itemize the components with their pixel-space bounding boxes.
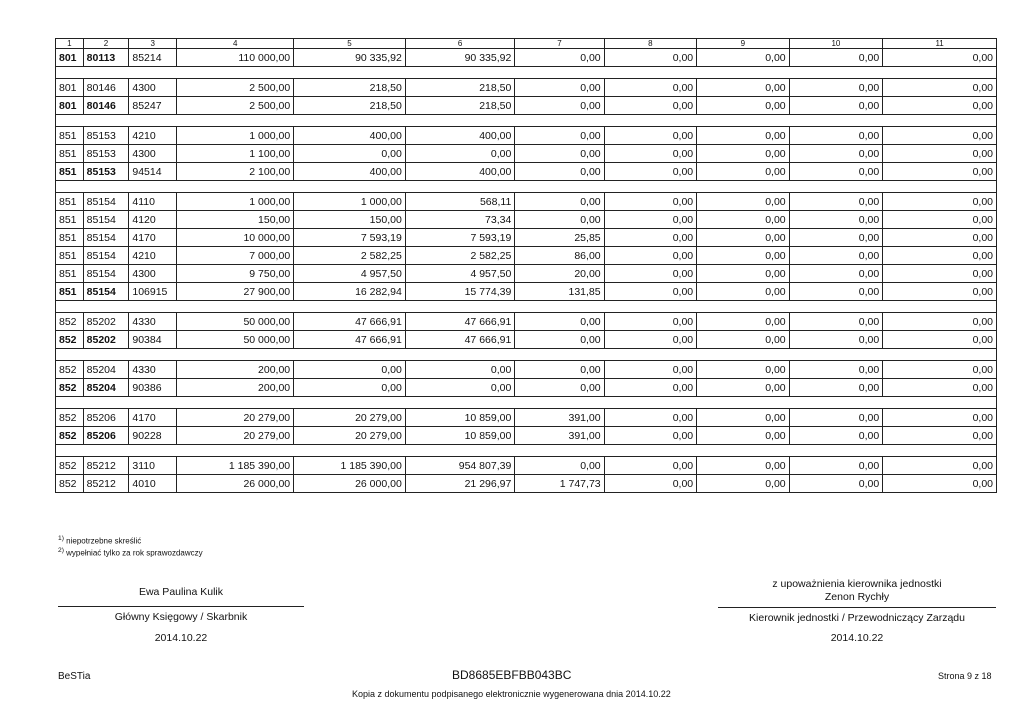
table-cell: 0,00 [883, 97, 997, 115]
table-cell: 1 185 390,00 [294, 457, 406, 475]
table-cell: 218,50 [294, 97, 406, 115]
table-cell: 0,00 [789, 145, 883, 163]
table-cell: 2 500,00 [177, 79, 294, 97]
head-of-unit-date: 2014.10.22 [830, 632, 884, 644]
table-cell: 150,00 [177, 211, 294, 229]
column-header: 7 [515, 39, 604, 49]
table-cell: 47 666,91 [405, 331, 515, 349]
footnote-1-text: niepotrzebne skreślić [66, 536, 142, 546]
table-cell: 73,34 [405, 211, 515, 229]
table-cell: 85154 [83, 247, 129, 265]
table-cell: 0,00 [789, 313, 883, 331]
table-cell: 0,00 [883, 313, 997, 331]
table-cell: 85204 [83, 379, 129, 397]
column-header: 3 [129, 39, 177, 49]
group-separator [56, 181, 997, 193]
table-cell: 7 593,19 [405, 229, 515, 247]
table-row [56, 265, 997, 283]
table-cell: 0,00 [883, 163, 997, 181]
signature-line-left [58, 606, 304, 607]
column-header: 10 [789, 39, 883, 49]
table-cell: 0,00 [697, 283, 790, 301]
table-cell: 400,00 [405, 127, 515, 145]
table-cell: 90386 [129, 379, 177, 397]
table-cell: 852 [56, 427, 84, 445]
table-cell: 20 279,00 [294, 427, 406, 445]
table-cell: 0,00 [604, 379, 697, 397]
column-header: 11 [883, 39, 997, 49]
table-cell: 801 [56, 79, 84, 97]
table-cell: 0,00 [697, 409, 790, 427]
table-cell: 0,00 [697, 79, 790, 97]
table-cell: 4 957,50 [294, 265, 406, 283]
table-cell: 852 [56, 409, 84, 427]
table-cell: 85247 [129, 97, 177, 115]
head-of-unit-role: Kierownik jednostki / Przewodniczący Zarządu [749, 612, 965, 624]
group-separator [56, 301, 997, 313]
table-cell: 391,00 [515, 427, 604, 445]
table-cell: 0,00 [604, 457, 697, 475]
copy-note: Kopia z dokumentu podpisanego elektronicznie wygenerowana dnia 2014.10.22 [352, 689, 671, 699]
subtotal-row [56, 427, 997, 445]
subtotal-row [56, 331, 997, 349]
table-cell: 0,00 [789, 193, 883, 211]
table-cell: 851 [56, 211, 84, 229]
separator-cell [56, 115, 997, 127]
table-cell: 0,00 [883, 361, 997, 379]
table-cell: 4120 [129, 211, 177, 229]
table-cell: 4170 [129, 229, 177, 247]
table-cell: 0,00 [604, 361, 697, 379]
table-cell: 0,00 [604, 145, 697, 163]
table-cell: 218,50 [294, 79, 406, 97]
chief-accountant-date: 2014.10.22 [154, 632, 208, 644]
table-cell: 10 859,00 [405, 427, 515, 445]
table-cell: 0,00 [697, 457, 790, 475]
table-cell: 47 666,91 [294, 313, 406, 331]
table-cell: 4300 [129, 145, 177, 163]
table-cell: 0,00 [789, 127, 883, 145]
table-cell: 0,00 [515, 127, 604, 145]
table-cell: 0,00 [697, 475, 790, 493]
column-header: 8 [604, 39, 697, 49]
table-cell: 21 296,97 [405, 475, 515, 493]
table-cell: 0,00 [515, 331, 604, 349]
table-row [56, 79, 997, 97]
chief-accountant-role: Główny Księgowy / Skarbnik [114, 611, 248, 623]
table-cell: 4010 [129, 475, 177, 493]
table-cell: 0,00 [294, 361, 406, 379]
table-cell: 0,00 [883, 79, 997, 97]
table-cell: 568,11 [405, 193, 515, 211]
table-cell: 90 335,92 [294, 49, 406, 67]
subtotal-row [56, 283, 997, 301]
group-separator [56, 67, 997, 79]
separator-cell [56, 301, 997, 313]
column-header: 1 [56, 39, 84, 49]
table-cell: 0,00 [697, 49, 790, 67]
table-cell: 85206 [83, 409, 129, 427]
table-cell: 1 000,00 [177, 193, 294, 211]
table-row [56, 475, 997, 493]
table-cell: 0,00 [883, 379, 997, 397]
table-cell: 50 000,00 [177, 313, 294, 331]
table-cell: 85212 [83, 457, 129, 475]
table-cell: 80146 [83, 97, 129, 115]
separator-cell [56, 181, 997, 193]
table-row [56, 211, 997, 229]
table-cell: 391,00 [515, 409, 604, 427]
table-cell: 106915 [129, 283, 177, 301]
table-cell: 0,00 [515, 211, 604, 229]
table-cell: 1 185 390,00 [177, 457, 294, 475]
table-cell: 86,00 [515, 247, 604, 265]
authority-note: z upoważnienia kierownika jednostki [772, 578, 942, 590]
column-header: 9 [697, 39, 790, 49]
table-cell: 0,00 [604, 475, 697, 493]
table-cell: 801 [56, 49, 84, 67]
table-cell: 85153 [83, 163, 129, 181]
subtotal-row [56, 379, 997, 397]
table-cell: 0,00 [697, 97, 790, 115]
table-cell: 0,00 [697, 379, 790, 397]
header-row [56, 39, 997, 49]
table-cell: 26 000,00 [294, 475, 406, 493]
table-cell: 0,00 [883, 331, 997, 349]
table-row [56, 361, 997, 379]
table-cell: 0,00 [697, 361, 790, 379]
table-cell: 4210 [129, 127, 177, 145]
table-cell: 0,00 [697, 145, 790, 163]
table-cell: 0,00 [789, 457, 883, 475]
table-cell: 1 000,00 [294, 193, 406, 211]
table-cell: 0,00 [515, 163, 604, 181]
separator-cell [56, 349, 997, 361]
table-cell: 851 [56, 193, 84, 211]
table-cell: 0,00 [883, 145, 997, 163]
table-cell: 400,00 [405, 163, 515, 181]
table-cell: 1 000,00 [177, 127, 294, 145]
table-cell: 85206 [83, 427, 129, 445]
table-cell: 0,00 [789, 379, 883, 397]
table-cell: 0,00 [405, 361, 515, 379]
table-cell: 0,00 [697, 193, 790, 211]
table-cell: 851 [56, 163, 84, 181]
head-of-unit-name: Zenon Rychły [824, 591, 890, 603]
table-cell: 0,00 [789, 247, 883, 265]
table-cell: 0,00 [883, 427, 997, 445]
table-cell: 85202 [83, 313, 129, 331]
table-cell: 852 [56, 379, 84, 397]
table-cell: 200,00 [177, 379, 294, 397]
table-cell: 0,00 [604, 229, 697, 247]
table-row [56, 229, 997, 247]
table-cell: 0,00 [789, 331, 883, 349]
table-cell: 0,00 [515, 193, 604, 211]
table-cell: 0,00 [697, 331, 790, 349]
group-separator [56, 445, 997, 457]
table-cell: 80146 [83, 79, 129, 97]
table-cell: 0,00 [515, 79, 604, 97]
table-cell: 0,00 [883, 229, 997, 247]
table-cell: 85154 [83, 283, 129, 301]
table-row [56, 457, 997, 475]
table-cell: 400,00 [294, 127, 406, 145]
table-cell: 80113 [83, 49, 129, 67]
column-header: 4 [177, 39, 294, 49]
table-cell: 4330 [129, 361, 177, 379]
table-cell: 85212 [83, 475, 129, 493]
table-cell: 2 582,25 [294, 247, 406, 265]
table-cell: 0,00 [789, 475, 883, 493]
table-cell: 85154 [83, 265, 129, 283]
table-cell: 0,00 [789, 409, 883, 427]
table-cell: 0,00 [697, 247, 790, 265]
table-cell: 0,00 [604, 163, 697, 181]
ledger-table [55, 38, 997, 493]
signature-line-right [718, 607, 996, 608]
table-row [56, 127, 997, 145]
ledger-body [56, 39, 997, 493]
table-cell: 0,00 [604, 127, 697, 145]
table-cell: 7 000,00 [177, 247, 294, 265]
table-cell: 0,00 [604, 313, 697, 331]
table-cell: 0,00 [883, 193, 997, 211]
table-cell: 15 774,39 [405, 283, 515, 301]
table-row [56, 247, 997, 265]
table-cell: 0,00 [515, 457, 604, 475]
table-cell: 851 [56, 229, 84, 247]
table-cell: 94514 [129, 163, 177, 181]
table-cell: 4330 [129, 313, 177, 331]
table-cell: 10 000,00 [177, 229, 294, 247]
table-cell: 0,00 [789, 79, 883, 97]
table-cell: 0,00 [883, 283, 997, 301]
table-cell: 90228 [129, 427, 177, 445]
table-cell: 0,00 [789, 265, 883, 283]
table-cell: 0,00 [294, 145, 406, 163]
table-cell: 85153 [83, 145, 129, 163]
table-cell: 200,00 [177, 361, 294, 379]
table-cell: 218,50 [405, 97, 515, 115]
table-cell: 2 500,00 [177, 97, 294, 115]
table-cell: 85204 [83, 361, 129, 379]
table-cell: 90 335,92 [405, 49, 515, 67]
table-cell: 10 859,00 [405, 409, 515, 427]
table-cell: 131,85 [515, 283, 604, 301]
table-cell: 0,00 [405, 379, 515, 397]
table-cell: 85202 [83, 331, 129, 349]
table-cell: 4170 [129, 409, 177, 427]
table-cell: 1 747,73 [515, 475, 604, 493]
subtotal-row [56, 163, 997, 181]
table-cell: 0,00 [697, 265, 790, 283]
table-cell: 0,00 [515, 145, 604, 163]
table-cell: 851 [56, 247, 84, 265]
table-cell: 16 282,94 [294, 283, 406, 301]
footnote-2 [58, 547, 203, 558]
table-cell: 0,00 [515, 379, 604, 397]
column-header: 5 [294, 39, 406, 49]
table-cell: 2 100,00 [177, 163, 294, 181]
table-cell: 9 750,00 [177, 265, 294, 283]
table-cell: 4300 [129, 265, 177, 283]
table-cell: 0,00 [789, 229, 883, 247]
table-cell: 218,50 [405, 79, 515, 97]
table-row [56, 409, 997, 427]
footnote-2-text: wypełniać tylko za rok sprawozdawczy [66, 548, 203, 558]
table-cell: 47 666,91 [294, 331, 406, 349]
table-cell: 0,00 [697, 313, 790, 331]
table-cell: 0,00 [883, 247, 997, 265]
footnote-1-mark: 1) [58, 535, 64, 542]
table-cell: 852 [56, 361, 84, 379]
page-number: Strona 9 z 18 [938, 671, 992, 681]
table-cell: 85154 [83, 229, 129, 247]
table-cell: 851 [56, 145, 84, 163]
table-cell: 851 [56, 265, 84, 283]
table-cell: 2 582,25 [405, 247, 515, 265]
table-cell: 0,00 [697, 163, 790, 181]
column-header: 2 [83, 39, 129, 49]
table-cell: 0,00 [697, 127, 790, 145]
table-cell: 85154 [83, 211, 129, 229]
table-cell: 0,00 [789, 163, 883, 181]
table-cell: 85154 [83, 193, 129, 211]
table-cell: 0,00 [294, 379, 406, 397]
table-cell: 85153 [83, 127, 129, 145]
table-cell: 27 900,00 [177, 283, 294, 301]
document-code: BD8685EBFBB043BC [452, 668, 572, 682]
table-cell: 0,00 [883, 127, 997, 145]
table-cell: 0,00 [883, 49, 997, 67]
table-cell: 0,00 [515, 361, 604, 379]
table-cell: 852 [56, 313, 84, 331]
table-row [56, 193, 997, 211]
table-cell: 0,00 [604, 331, 697, 349]
table-cell: 801 [56, 97, 84, 115]
table-cell: 0,00 [883, 457, 997, 475]
table-cell: 0,00 [883, 265, 997, 283]
table-cell: 26 000,00 [177, 475, 294, 493]
table-cell: 0,00 [697, 211, 790, 229]
separator-cell [56, 397, 997, 409]
subtotal-row [56, 49, 997, 67]
table-cell: 90384 [129, 331, 177, 349]
table-cell: 851 [56, 283, 84, 301]
table-cell: 0,00 [604, 193, 697, 211]
table-cell: 20 279,00 [177, 427, 294, 445]
table-cell: 0,00 [604, 427, 697, 445]
table-cell: 0,00 [604, 97, 697, 115]
table-cell: 0,00 [515, 313, 604, 331]
table-cell: 20 279,00 [177, 409, 294, 427]
table-cell: 20,00 [515, 265, 604, 283]
table-cell: 0,00 [697, 229, 790, 247]
table-cell: 0,00 [789, 427, 883, 445]
group-separator [56, 349, 997, 361]
table-cell: 851 [56, 127, 84, 145]
table-cell: 0,00 [515, 49, 604, 67]
table-row [56, 313, 997, 331]
table-cell: 852 [56, 475, 84, 493]
table-cell: 852 [56, 331, 84, 349]
table-cell: 0,00 [697, 427, 790, 445]
table-cell: 7 593,19 [294, 229, 406, 247]
subtotal-row [56, 97, 997, 115]
table-row [56, 145, 997, 163]
table-cell: 25,85 [515, 229, 604, 247]
group-separator [56, 115, 997, 127]
table-cell: 0,00 [789, 283, 883, 301]
table-cell: 852 [56, 457, 84, 475]
table-cell: 150,00 [294, 211, 406, 229]
table-cell: 20 279,00 [294, 409, 406, 427]
table-cell: 0,00 [789, 97, 883, 115]
table-cell: 0,00 [789, 211, 883, 229]
separator-cell [56, 67, 997, 79]
table-cell: 110 000,00 [177, 49, 294, 67]
table-cell: 0,00 [604, 79, 697, 97]
table-cell: 400,00 [294, 163, 406, 181]
separator-cell [56, 445, 997, 457]
table-cell: 47 666,91 [405, 313, 515, 331]
chief-accountant-name: Ewa Paulina Kulik [138, 586, 224, 598]
table-cell: 0,00 [883, 409, 997, 427]
column-header: 6 [405, 39, 515, 49]
app-name: BeSTia [58, 671, 91, 682]
table-cell: 0,00 [604, 247, 697, 265]
table-cell: 0,00 [604, 409, 697, 427]
group-separator [56, 397, 997, 409]
table-cell: 0,00 [789, 361, 883, 379]
table-cell: 0,00 [515, 97, 604, 115]
table-cell: 4210 [129, 247, 177, 265]
table-cell: 3110 [129, 457, 177, 475]
table-cell: 0,00 [604, 211, 697, 229]
table-cell: 50 000,00 [177, 331, 294, 349]
table-cell: 0,00 [789, 49, 883, 67]
table-cell: 4 957,50 [405, 265, 515, 283]
table-cell: 0,00 [604, 49, 697, 67]
table-cell: 954 807,39 [405, 457, 515, 475]
table-cell: 4110 [129, 193, 177, 211]
footnote-2-mark: 2) [58, 547, 64, 554]
table-cell: 0,00 [883, 475, 997, 493]
table-cell: 0,00 [883, 211, 997, 229]
table-cell: 0,00 [405, 145, 515, 163]
table-cell: 1 100,00 [177, 145, 294, 163]
table-cell: 0,00 [604, 283, 697, 301]
footnote-1 [58, 535, 141, 546]
table-cell: 4300 [129, 79, 177, 97]
table-cell: 85214 [129, 49, 177, 67]
table-cell: 0,00 [604, 265, 697, 283]
